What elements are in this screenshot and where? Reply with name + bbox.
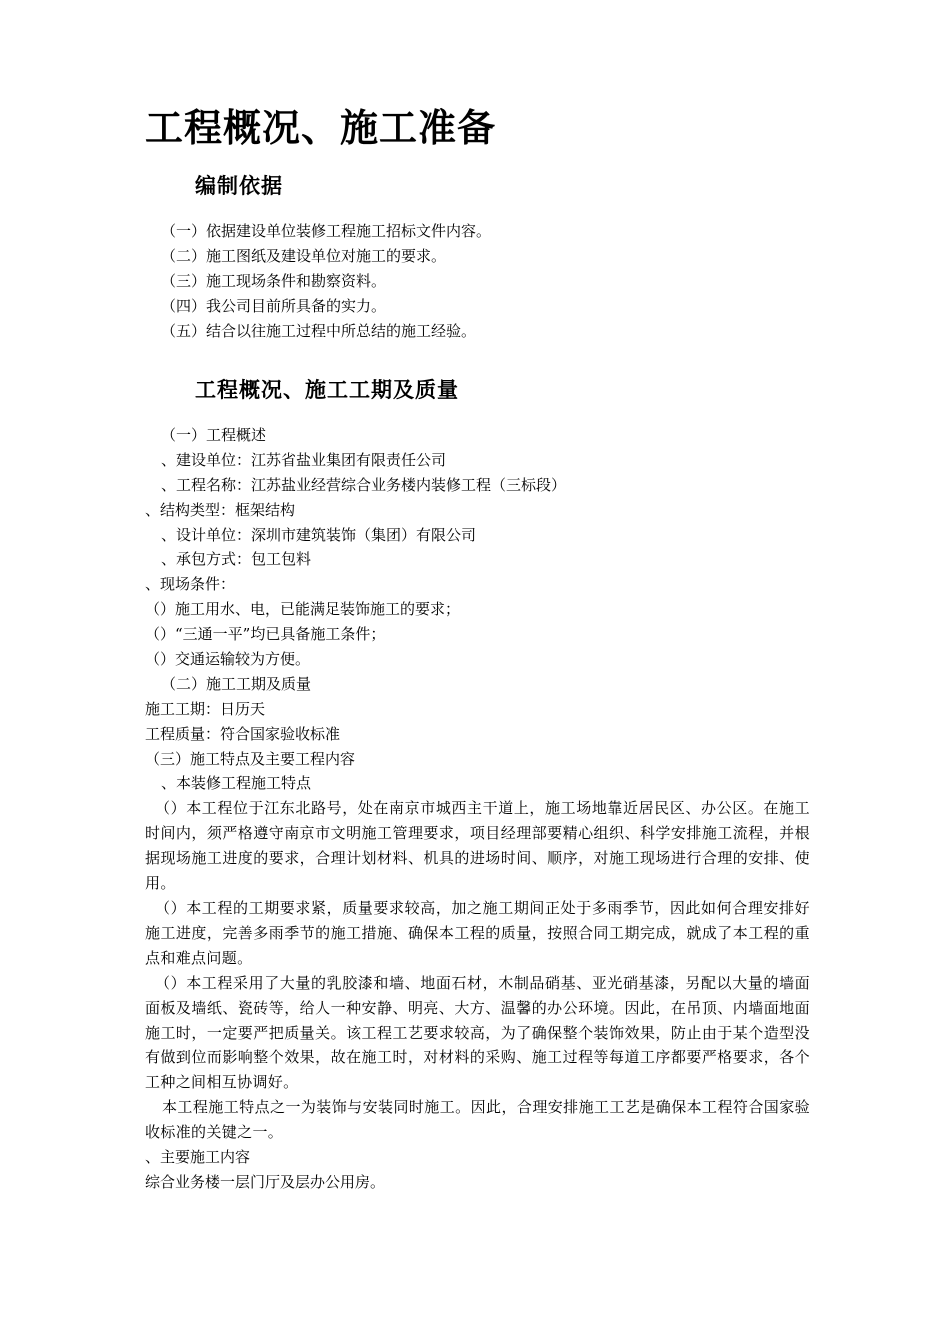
subsection-heading: （三）施工特点及主要工程内容 (145, 749, 356, 768)
overview-line: 、工程名称：江苏盐业经营综合业务楼内装修工程（三标段） (161, 475, 567, 494)
body-paragraph: （）本工程的工期要求紧，质量要求较高，加之施工期间正处于多雨季节，因此如何合理安排好施工进度，完善多雨季节的施工措施、确保本工程的质量，按照合同工期完成，就成了本工程的重点和难点问题。 (145, 898, 810, 967)
subsection-heading: （一）工程概述 (161, 426, 267, 444)
basis-list (145, 219, 810, 343)
basis-item: （五）结合以往施工过程中所总结的施工经验。 (161, 321, 477, 340)
overview-line: （）“三通一平”均已具备施工条件； (145, 625, 386, 644)
overview-line: （）施工用水、电，已能满足装饰施工的要求； (145, 600, 461, 619)
basis-item: （四）我公司目前所具备的实力。 (161, 296, 387, 315)
overview-line: 、本装修工程施工特点 (161, 774, 312, 793)
basis-item: （一）依据建设单位装修工程施工招标文件内容。 (161, 222, 492, 240)
overview-line: 、设计单位：深圳市建筑装饰（集团）有限公司 (161, 525, 477, 544)
overview-line: 、现场条件： (145, 575, 236, 594)
basis-item: （三）施工现场条件和勘察资料。 (161, 271, 387, 290)
document-title: 工程概况、施工准备 (145, 105, 497, 150)
overview-line: 施工工期：日历天 (145, 699, 266, 718)
overview-line: 、建设单位：江苏省盐业集团有限责任公司 (161, 450, 447, 469)
subsection-heading: （二）施工工期及质量 (161, 674, 312, 693)
section-heading-overview: 工程概况、施工工期及质量 (195, 377, 459, 402)
overview-body (145, 423, 810, 1195)
section-heading-basis: 编制依据 (195, 173, 283, 198)
overview-line: 工程质量：符合国家验收标准 (145, 724, 341, 743)
overview-line: 、承包方式：包工包料 (161, 550, 312, 569)
basis-item: （二）施工图纸及建设单位对施工的要求。 (161, 246, 447, 265)
body-paragraph: （）本工程位于江东北路号，处在南京市城西主干道上，施工场地靠近居民区、办公区。在施工时间内，须严格遵守南京市文明施工管理要求，项目经理部要精心组织、科学安排施工流程，并根据现场施工进度的要求，合理计划材料、机具的进场时间、顺序，对施工现场进行合理的安排、使用。 (145, 799, 810, 893)
overview-line: 、结构类型：框架结构 (145, 500, 296, 519)
body-paragraph: 本工程施工特点之一为装饰与安装同时施工。因此，合理安排施工工艺是确保本工程符合国家验收标准的关键之一。 (145, 1098, 810, 1142)
overview-line: （）交通运输较为方便。 (145, 650, 311, 669)
overview-line: 、主要施工内容 (145, 1148, 251, 1167)
overview-line: 综合业务楼一层门厅及层办公用房。 (145, 1172, 386, 1191)
body-paragraph: （）本工程采用了大量的乳胶漆和墙、地面石材，木制品硝基、亚光硝基漆，另配以大量的墙面面板及墙纸、瓷砖等，给人一种安静、明亮、大方、温馨的办公环境。因此，在吊顶、内墙面地面施工时，一定要严把质量关。该工程工艺要求较高，为了确保整个装饰效果，防止由于某个造型没有做到位而影响整个效果，故在施工时，对材料的采购、施工过程等每道工序都要严格要求，各个工种之间相互协调好。 (145, 973, 810, 1092)
